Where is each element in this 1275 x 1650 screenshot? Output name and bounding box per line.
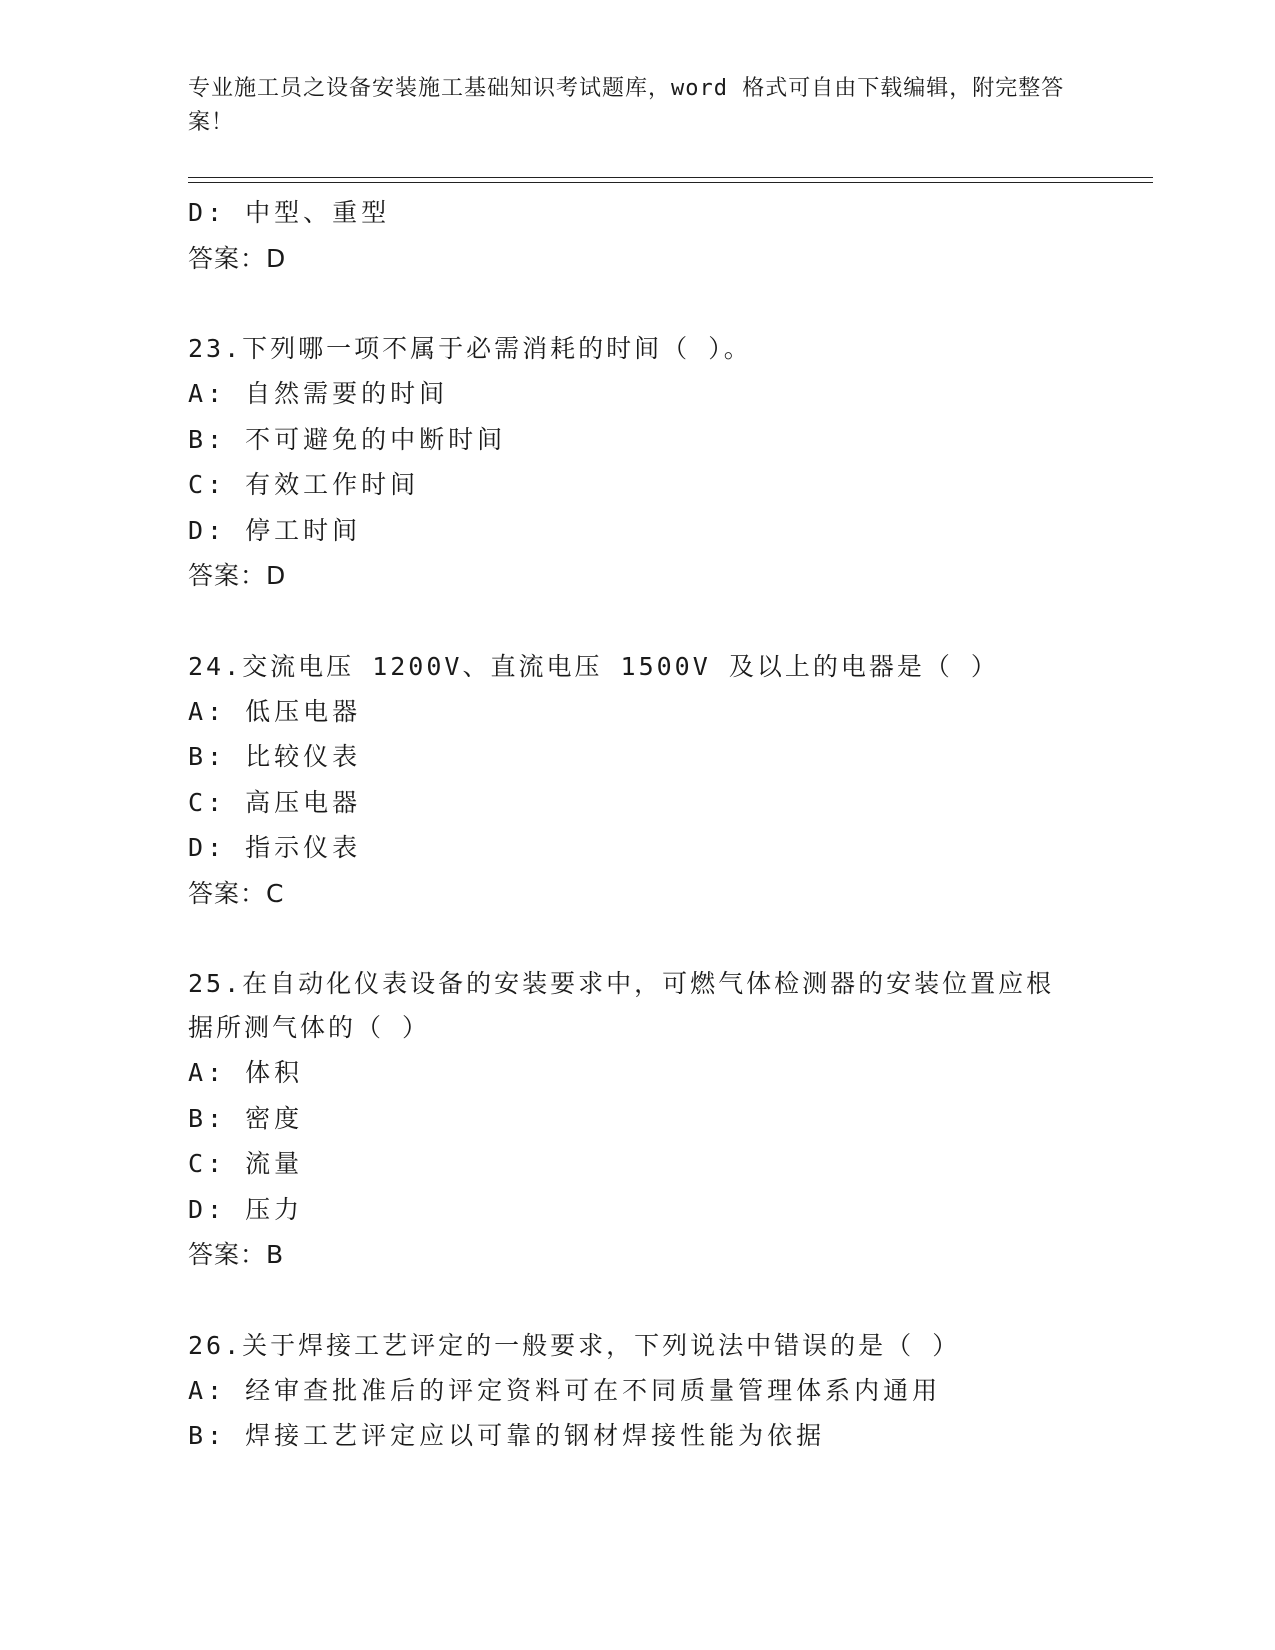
question-23-option-c: C: 有效工作时间: [188, 470, 420, 499]
question-25-answer: 答案：B: [188, 1240, 285, 1269]
question-24-stem: 24.交流电压 1200V、直流电压 1500V 及以上的电器是（ ）: [188, 651, 999, 681]
question-24-answer: 答案：C: [188, 878, 285, 908]
question-24-option-b: B: 比较仪表: [188, 742, 362, 771]
question-25-option-c: C: 流量: [188, 1149, 304, 1178]
question-25-option-a: A: 体积: [188, 1058, 304, 1087]
question-24-option-c: C: 高压电器: [188, 787, 362, 817]
question-22-answer: 答案：D: [188, 243, 287, 273]
document-header: 专业施工员之设备安装施工基础知识考试题库，word 格式可自由下载编辑，附完整答案！: [188, 76, 1065, 135]
question-23-stem: 23.下列哪一项不属于必需消耗的时间（ ）。: [188, 334, 752, 363]
question-26-stem: 26.关于焊接工艺评定的一般要求，下列说法中错误的是（ ）: [188, 1330, 961, 1360]
question-23-option-a: A: 自然需要的时间: [188, 379, 449, 408]
spacer: [188, 599, 1088, 645]
question-25-option-d: D: 压力: [188, 1194, 304, 1224]
spacer: [188, 916, 1088, 962]
header-divider-top: [188, 177, 1153, 178]
question-24-option-a: A: 低压电器: [188, 696, 362, 726]
question-26-option-b: B: 焊接工艺评定应以可靠的钢材焊接性能为依据: [188, 1421, 826, 1450]
header-divider-bottom: [188, 182, 1153, 183]
question-23-option-d: D: 停工时间: [188, 515, 362, 545]
question-23-option-b: B: 不可避免的中断时间: [188, 424, 507, 454]
spacer: [188, 281, 1088, 327]
spacer: [188, 1278, 1088, 1324]
question-list: [188, 190, 1088, 1459]
question-26-option-a: A: 经审查批准后的评定资料可在不同质量管理体系内通用: [188, 1375, 942, 1405]
question-22-option-d: D: 中型、重型: [188, 198, 391, 227]
question-25-option-b: B: 密度: [188, 1103, 304, 1133]
question-24-option-d: D: 指示仪表: [188, 833, 362, 862]
question-23-answer: 答案：D: [188, 561, 287, 590]
question-25-stem: 25.在自动化仪表设备的安装要求中，可燃气体检测器的安装位置应根据所测气体的（ ）: [188, 969, 1055, 1042]
